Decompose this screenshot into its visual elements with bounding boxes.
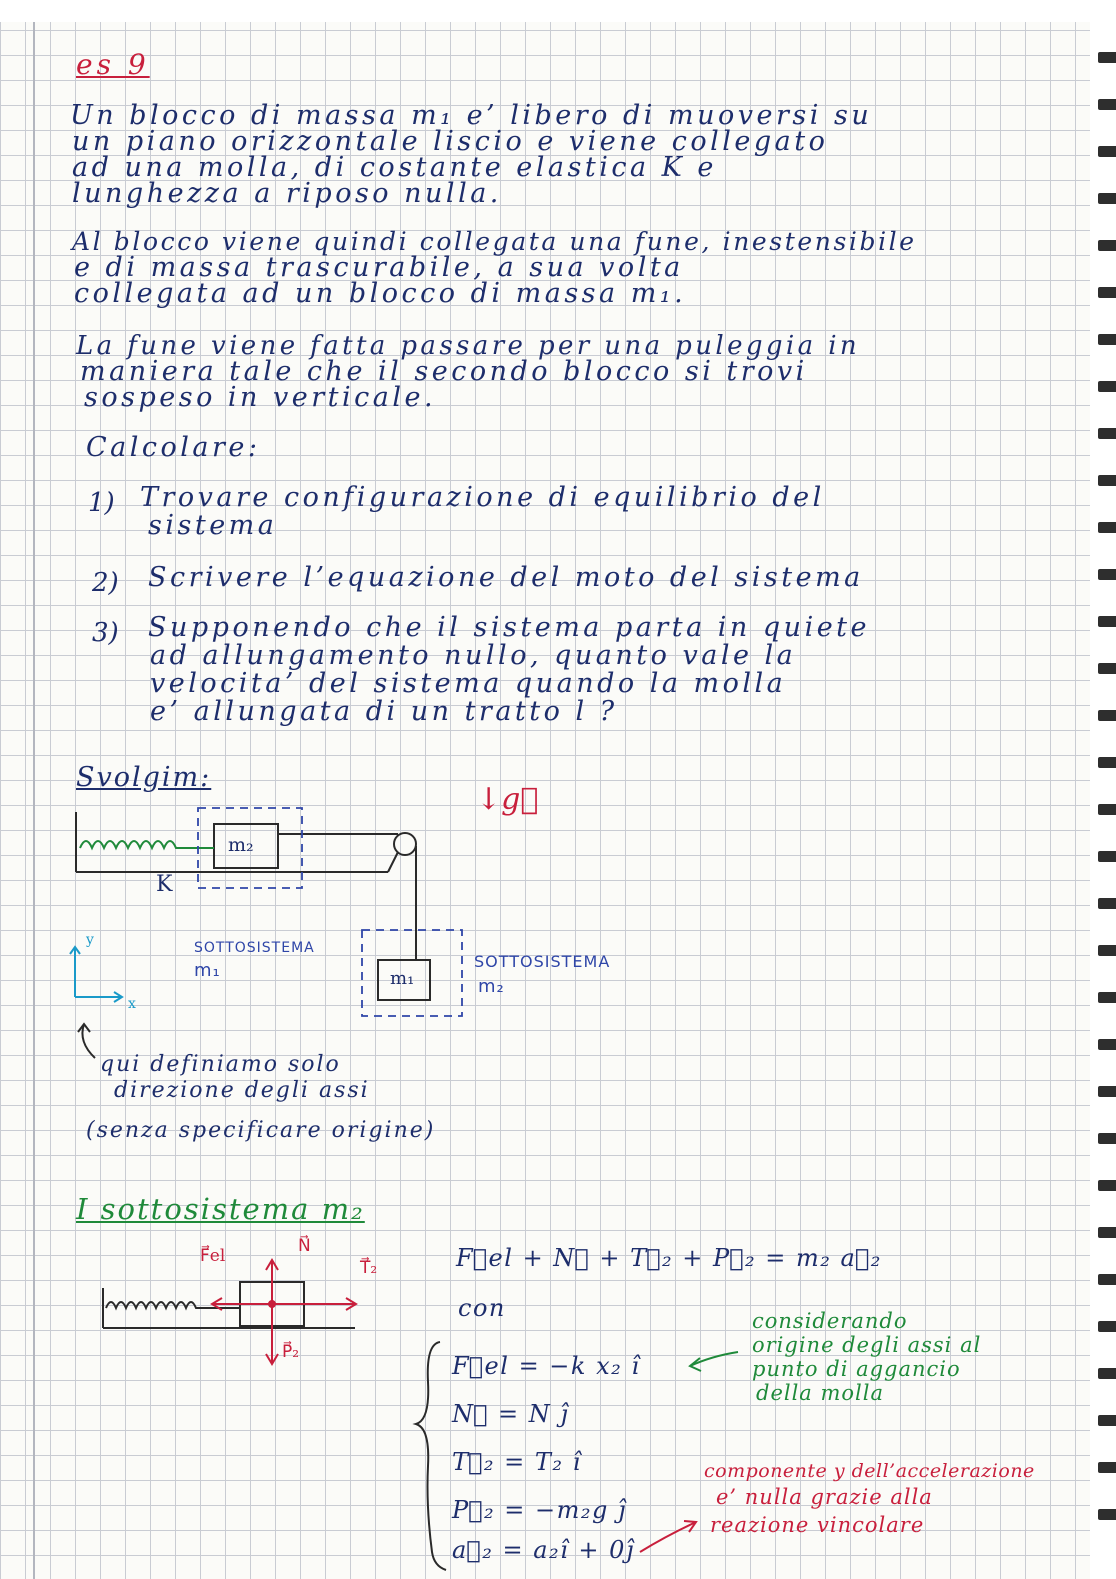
binding-hole xyxy=(1098,804,1116,815)
binding-hole xyxy=(1098,428,1116,439)
green-note-line: della molla xyxy=(756,1381,885,1405)
axis-y-label: y xyxy=(86,932,94,948)
axis-note-line: qui definiamo solo xyxy=(100,1052,341,1077)
item-number: 1) xyxy=(88,488,115,518)
problem-line: lunghezza a riposo nulla. xyxy=(72,178,502,209)
force-n-label: N⃗ xyxy=(298,1236,311,1256)
binding-hole xyxy=(1098,475,1116,486)
red-note-line: componente y dell’accelerazione xyxy=(704,1460,1035,1482)
problem-line: sospeso in verticale. xyxy=(84,382,437,413)
newton-equation: F⃗el + N⃗ + T⃗₂ + P⃗₂ = m₂ a⃗₂ xyxy=(456,1244,882,1272)
problem-line: La fune viene fatta passare per una puleggia in xyxy=(76,331,861,361)
binding-hole xyxy=(1098,52,1116,63)
problem-line: Al blocco viene quindi collegata una fune, inestensibile xyxy=(72,227,917,256)
item-line: velocita’ del sistema quando la molla xyxy=(150,668,787,699)
binding-hole xyxy=(1098,522,1116,533)
block-m1-label: m₁ xyxy=(390,968,415,989)
green-note-line: punto di aggancio xyxy=(752,1357,961,1381)
binding-hole xyxy=(1098,663,1116,674)
system-equation: T⃗₂ = T₂ î xyxy=(452,1448,582,1476)
gravity-label: ↓g⃗ xyxy=(476,782,539,817)
item-number: 3) xyxy=(92,618,119,648)
binding-hole xyxy=(1098,945,1116,956)
binding-hole xyxy=(1098,992,1116,1003)
item-line: Supponendo che il sistema parta in quiete xyxy=(148,612,871,643)
axis-x-label: x xyxy=(128,996,136,1012)
binding-hole xyxy=(1098,1368,1116,1379)
exercise-title: es 9 xyxy=(76,48,150,81)
binding-hole xyxy=(1098,334,1116,345)
item-line: Trovare configurazione di equilibrio del xyxy=(140,482,825,513)
subsystem-mass-label: m₁ xyxy=(194,960,221,981)
block-m2-label: m₂ xyxy=(228,834,254,856)
item-line: ad allungamento nullo, quanto vale la xyxy=(150,640,797,671)
force-p-label: P⃗₂ xyxy=(282,1342,300,1362)
spiral-binding xyxy=(1090,22,1116,1579)
problem-line: Un blocco di massa m₁ e’ libero di muoversi su xyxy=(70,100,873,131)
binding-hole xyxy=(1098,1462,1116,1473)
item-line: sistema xyxy=(148,510,278,541)
axis-note-line: direzione degli assi xyxy=(114,1078,370,1103)
item-line: Scrivere l’equazione del moto del sistema xyxy=(148,562,864,593)
binding-hole xyxy=(1098,898,1116,909)
binding-hole xyxy=(1098,1227,1116,1238)
binding-hole xyxy=(1098,1086,1116,1097)
problem-line: e di massa trascurabile, a sua volta xyxy=(74,252,684,283)
red-note-line: e’ nulla grazie alla xyxy=(716,1485,933,1509)
system-equation: F⃗el = −k x₂ î xyxy=(452,1352,641,1380)
binding-hole xyxy=(1098,1415,1116,1426)
system-equation: N⃗ = N ĵ xyxy=(452,1400,570,1428)
binding-hole xyxy=(1098,569,1116,580)
binding-hole xyxy=(1098,851,1116,862)
problem-line: collegata ad un blocco di massa m₁. xyxy=(74,278,687,309)
force-t-label: T⃗₂ xyxy=(360,1258,378,1278)
binding-hole xyxy=(1098,146,1116,157)
problem-line: ad una molla, di costante elastica K e xyxy=(72,152,717,183)
binding-hole xyxy=(1098,1133,1116,1144)
force-fel-label: F⃗el xyxy=(200,1246,226,1266)
axis-note-line: (senza specificare origine) xyxy=(86,1118,436,1143)
system-equation: a⃗₂ = a₂î + 0ĵ xyxy=(452,1536,635,1564)
red-note-line: reazione vincolare xyxy=(710,1513,925,1537)
subsystem-mass-label: m₂ xyxy=(478,976,505,997)
notebook-page xyxy=(0,22,1090,1579)
binding-hole xyxy=(1098,1321,1116,1332)
spring-constant-label: K xyxy=(156,872,173,897)
con-label: con xyxy=(458,1294,506,1322)
problem-line: un piano orizzontale liscio e viene collegato xyxy=(72,126,829,157)
solution-heading: Svolgim: xyxy=(76,762,212,793)
binding-hole xyxy=(1098,757,1116,768)
subsystem-label: SOTTOSISTEMA xyxy=(474,952,611,971)
note-arrows xyxy=(0,22,800,1579)
binding-hole xyxy=(1098,710,1116,721)
green-note-line: origine degli assi al xyxy=(752,1333,982,1357)
green-note-line: considerando xyxy=(752,1309,908,1333)
binding-hole xyxy=(1098,287,1116,298)
binding-hole xyxy=(1098,193,1116,204)
item-number: 2) xyxy=(92,568,119,598)
problem-line: maniera tale che il secondo blocco si trovi xyxy=(80,356,808,387)
binding-hole xyxy=(1098,240,1116,251)
binding-hole xyxy=(1098,616,1116,627)
red-note-arrow xyxy=(640,1522,696,1552)
binding-hole xyxy=(1098,1509,1116,1520)
subsystem-label: SOTTOSISTEMA xyxy=(194,940,315,956)
subsystem-heading: I sottosistema m₂ xyxy=(76,1192,365,1226)
calcolare-label: Calcolare: xyxy=(86,432,261,463)
binding-hole xyxy=(1098,1180,1116,1191)
binding-hole xyxy=(1098,381,1116,392)
system-equation: P⃗₂ = −m₂g ĵ xyxy=(452,1496,627,1524)
item-line: e’ allungata di un tratto l ? xyxy=(150,696,618,727)
binding-hole xyxy=(1098,1039,1116,1050)
binding-hole xyxy=(1098,99,1116,110)
binding-hole xyxy=(1098,1274,1116,1285)
